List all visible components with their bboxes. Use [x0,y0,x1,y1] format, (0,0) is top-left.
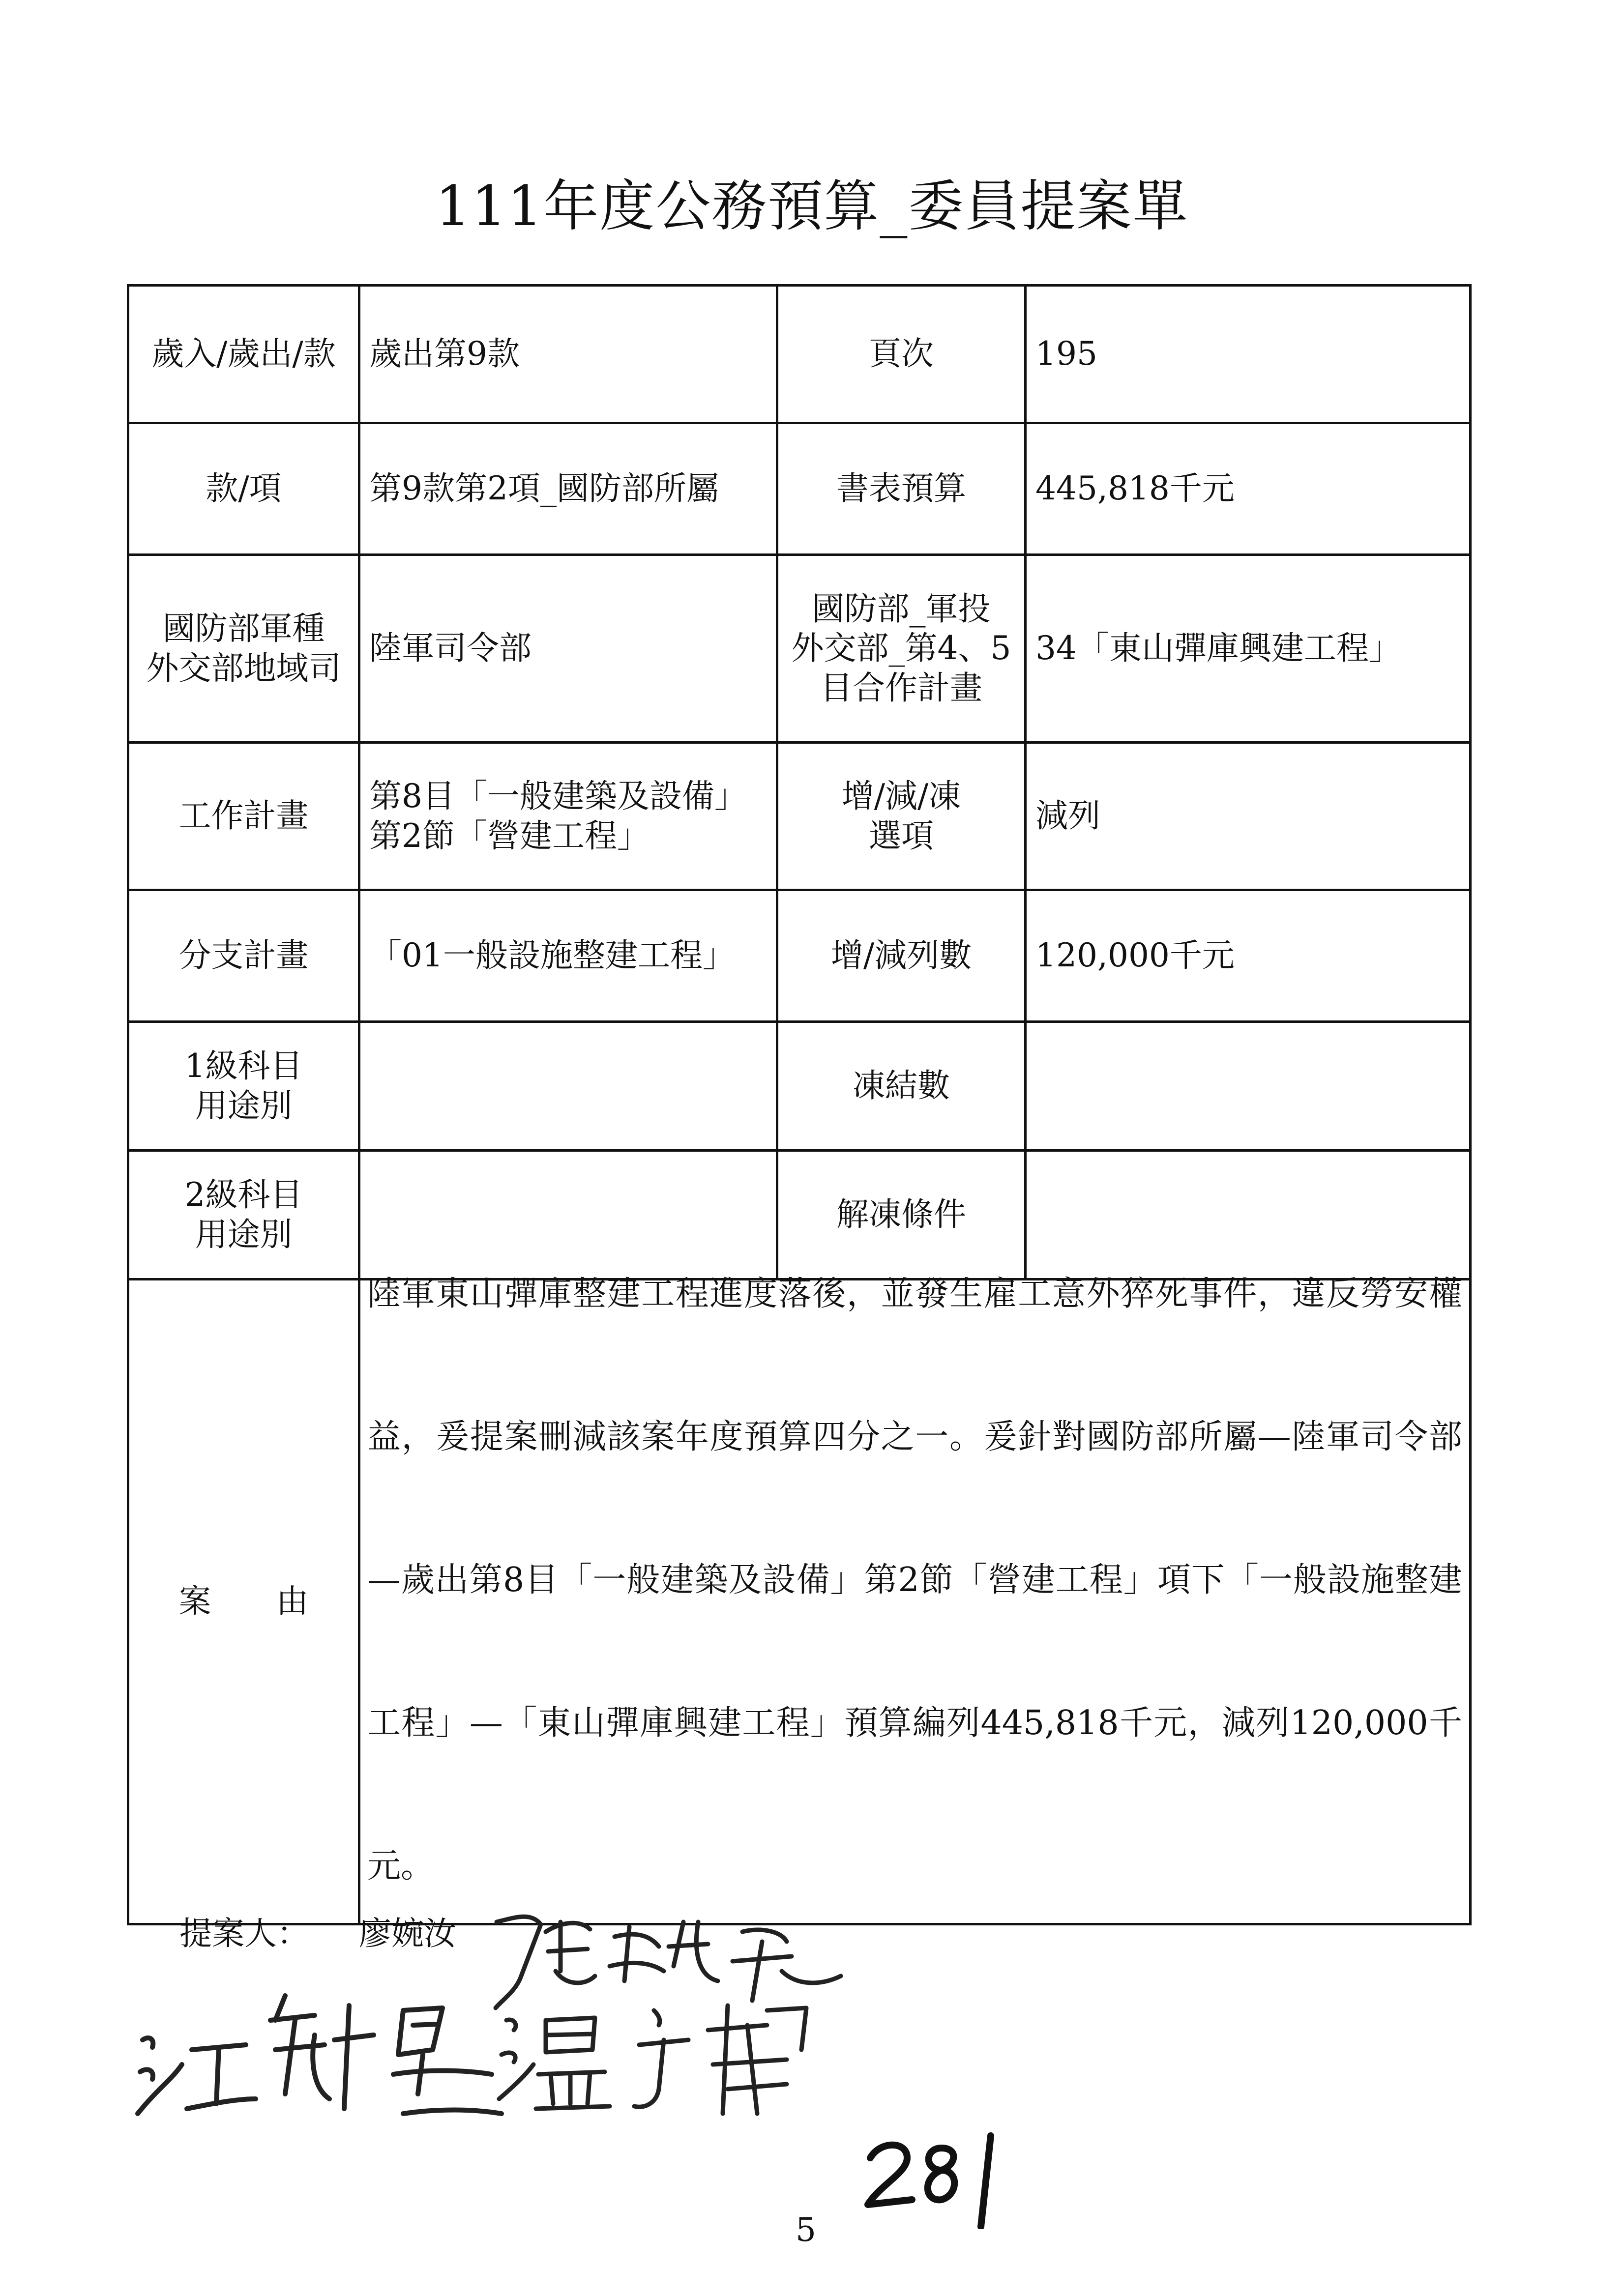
value-reason-cell [359,1275,1471,1924]
value-level1-subject [359,1022,777,1151]
label-level2-line1: 2級科目 [184,1175,303,1214]
row-budget-type [128,286,1471,423]
label-reason: 案 由 [128,1279,359,1924]
label-table-budget: 書表預算 [777,423,1026,555]
row-level1-subject [128,1022,1471,1151]
signature-3 [492,1991,846,2123]
value-budget-type: 歲出第9款 [359,286,777,423]
label-option [777,743,1026,890]
page-number: 5 [796,2211,816,2249]
label-option-line2: 選項 [869,816,934,855]
label-work-plan: 工作計畫 [128,743,359,890]
label-project-line3: 目合作計畫 [820,668,982,707]
value-work-plan [359,743,777,890]
label-project [777,555,1026,743]
signature-2 [128,1966,511,2128]
label-level1-line2: 用途別 [195,1086,293,1125]
label-option-line1: 增/減/凍 [841,777,961,815]
label-branch-plan: 分支計畫 [128,890,359,1022]
proposal-form-table [127,284,1472,1925]
value-option: 減列 [1026,743,1471,890]
label-change-amount: 增/減列數 [777,890,1026,1022]
label-project-line2: 外交部_第4、5 [791,629,1011,668]
row-department [128,555,1471,743]
value-frozen-amount [1026,1022,1471,1151]
form-title: 111年度公務預算_委員提案單 [435,174,1189,238]
row-reason [128,1279,1471,1924]
proposer-name: 廖婉汝 [359,1915,456,1952]
handwritten-page-number [860,2131,1018,2229]
value-project: 34「東山彈庫興建工程」 [1026,555,1471,743]
row-section [128,423,1471,555]
label-level2-subject [128,1151,359,1279]
value-work-plan-line1: 第8目「一般建築及設備」 [369,777,747,815]
row-branch-plan [128,890,1471,1022]
value-work-plan-line2: 第2節「營建工程」 [369,816,650,855]
value-branch-plan: 「01一般設施整建工程」 [359,890,777,1022]
label-frozen-amount: 凍結數 [777,1022,1026,1151]
row-work-plan [128,743,1471,890]
label-unfreeze-conditions: 解凍條件 [777,1151,1026,1279]
label-page: 頁次 [777,286,1026,423]
value-table-budget: 445,818千元 [1026,423,1471,555]
label-level2-line2: 用途別 [195,1215,293,1253]
label-department [128,555,359,743]
label-department-line1: 國防部軍種 [162,609,325,647]
value-change-amount: 120,000千元 [1026,890,1471,1022]
reason-text: 陸軍東山彈庫整建工程進度落後，並發生雇工意外猝死事件，違反勞安權益，爰提案刪減該案年度預算四分之一。爰針對國防部所屬—陸軍司令部—歲出第8目「一般建築及設備」第2節「營建工程」項下「一般設施整建工程」—「東山彈庫興建工程」預算編列445,818千元，減列120,000千元。 [367,1275,1462,1886]
label-budget-type: 歲入/歲出/款 [128,286,359,423]
value-department: 陸軍司令部 [359,555,777,743]
label-section: 款/項 [128,423,359,555]
label-level1-line1: 1級科目 [184,1046,303,1085]
label-department-line2: 外交部地域司 [146,649,341,687]
value-section: 第9款第2項_國防部所屬 [359,423,777,555]
label-project-line1: 國防部_軍投 [812,589,991,628]
proposer-label: 提案人： [179,1915,309,1952]
label-level1-subject [128,1022,359,1151]
value-page: 195 [1026,286,1471,423]
